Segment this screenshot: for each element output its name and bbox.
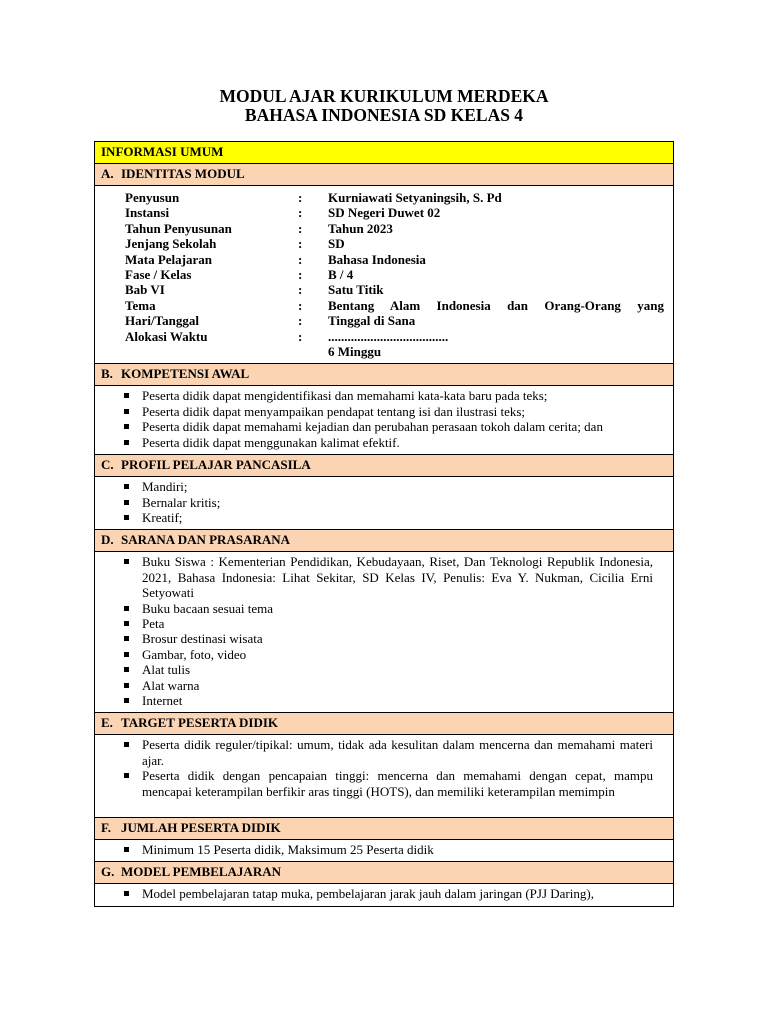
model-pembelajaran-content [95,884,674,906]
identity-label: Instansi [125,205,170,221]
identity-label: Penyusun [125,190,180,205]
jumlah-peserta-content [95,840,674,862]
identity-row [125,344,667,359]
identity-value: ..................................... [328,328,449,344]
bullet-list [122,479,653,525]
identity-label: Fase / Kelas [125,267,192,283]
informasi-umum-header: INFORMASI UMUM [95,142,674,164]
identity-value: Kurniawati Setyaningsih, S. Pd [328,190,502,205]
list-item: Brosur destinasi wisata [122,631,653,646]
section-b-header [95,364,674,386]
identity-value: SD Negeri Duwet 02 [328,205,441,221]
section-title: SARANA DAN PRASARANA [121,532,291,548]
list-item: Peserta didik dapat mengidentifikasi dan memahami kata-kata baru pada teks; [122,388,653,403]
identity-row [125,190,667,205]
section-title: PROFIL PELAJAR PANCASILA [121,457,311,473]
section-c-header [95,455,674,477]
section-g-header [95,862,674,884]
list-item: Buku Siswa : Kementerian Pendidikan, Kebudayaan, Riset, Dan Teknologi Republik Indonesia, 2021, Bahasa Indonesia: Lihat Sekitar, SD Kelas IV, Penulis: Eva Y. Nukman, Cicilia Erni Setyowati [122,554,653,600]
identity-colon: : [298,251,303,267]
section-e-header [95,713,674,735]
list-item: Bernalar kritis; [122,495,653,510]
identity-row [125,205,667,220]
list-item: Buku bacaan sesuai tema [122,601,653,616]
identity-row [125,252,667,267]
profil-pelajar-content [95,477,674,530]
section-title: KOMPETENSI AWAL [121,366,250,382]
section-letter: F. [101,820,111,835]
section-letter: A. [101,166,114,181]
list-item: Model pembelajaran tatap muka, pembelajaran jarak jauh dalam jaringan (PJJ Daring), [122,886,653,901]
section-title: MODEL PEMBELAJARAN [121,864,281,880]
section-title: IDENTITAS MODUL [121,166,245,181]
identity-row [125,221,667,236]
title-line-2: BAHASA INDONESIA SD KELAS 4 [244,105,524,125]
list-item: Peta [122,616,653,631]
section-letter: G. [101,864,115,880]
list-item: Peserta didik dapat menggunakan kalimat efektif. [122,435,653,450]
bullet-list [122,388,653,450]
document-title [0,87,768,125]
identity-colon: : [298,190,303,205]
identity-value: B / 4 [328,267,354,283]
identity-label: Tahun Penyusunan [125,220,232,236]
list-item: Peserta didik dapat menyampaikan pendapat tentang isi dan ilustrasi teks; [122,404,653,419]
identity-colon: : [298,313,303,329]
module-table [94,141,674,907]
identity-label: Alokasi Waktu [125,328,208,344]
section-letter: D. [101,532,114,548]
list-item: Peserta didik dengan pencapaian tinggi: mencerna dan memahami dengan cepat, mampu mencapai keterampilan berfikir aras tinggi (HOTS), dan memiliki keterampilan memimpin [122,768,653,799]
identity-value: SD [328,236,345,252]
identity-row [125,313,667,328]
bullet-list [122,886,653,901]
identity-label: Jenjang Sekolah [125,236,217,252]
bullet-list [122,554,653,708]
section-letter: B. [101,366,113,382]
bullet-list [122,737,653,799]
identity-colon: : [298,220,303,236]
bullet-list [122,842,653,857]
identity-label: Hari/Tanggal [125,313,199,329]
identity-value: Tahun 2023 [328,220,393,236]
identity-row [125,298,667,313]
section-d-header [95,530,674,552]
section-a-header [95,164,674,186]
identity-row [125,329,667,344]
identity-label: Mata Pelajaran [125,251,213,267]
list-item: Peserta didik dapat memahami kejadian dan perubahan perasaan tokoh dalam cerita; dan [122,419,653,434]
list-item: Minimum 15 Peserta didik, Maksimum 25 Peserta didik [122,842,653,857]
identity-row [125,282,667,297]
identity-value: Tinggal di Sana [328,313,416,329]
identity-colon [298,344,328,359]
identity-row [125,236,667,251]
section-letter: E. [101,715,113,731]
identity-label [125,344,298,359]
list-item: Alat tulis [122,662,653,677]
section-title: TARGET PESERTA DIDIK [121,715,279,731]
sarana-prasarana-content [95,552,674,713]
section-f-header [95,818,674,840]
list-item: Gambar, foto, video [122,647,653,662]
list-item: Mandiri; [122,479,653,494]
identity-colon: : [298,236,303,252]
identity-value: Bentang Alam Indonesia dan Orang-Orang yang [328,297,664,313]
target-peserta-content [95,735,674,818]
identity-block [95,186,674,364]
list-item: Peserta didik reguler/tipikal: umum, tidak ada kesulitan dalam mencerna dan memahami materi ajar. [122,737,653,768]
identity-value: Bahasa Indonesia [328,251,426,267]
identity-colon: : [298,205,303,221]
identity-value: 6 Minggu [328,344,382,360]
identity-value: Satu Titik [328,282,384,298]
identity-label: Bab VI [125,282,165,298]
list-item: Alat warna [122,678,653,693]
list-item: Internet [122,693,653,708]
title-line-1: MODUL AJAR KURIKULUM MERDEKA [219,86,549,106]
identity-colon: : [298,297,303,313]
kompetensi-awal-content [95,386,674,455]
identity-colon: : [298,267,303,283]
section-title: JUMLAH PESERTA DIDIK [121,820,281,835]
identity-label: Tema [125,297,156,313]
section-letter: C. [101,457,114,473]
identity-row [125,267,667,282]
identity-colon: : [298,282,303,298]
identity-colon: : [298,328,303,344]
list-item: Kreatif; [122,510,653,525]
